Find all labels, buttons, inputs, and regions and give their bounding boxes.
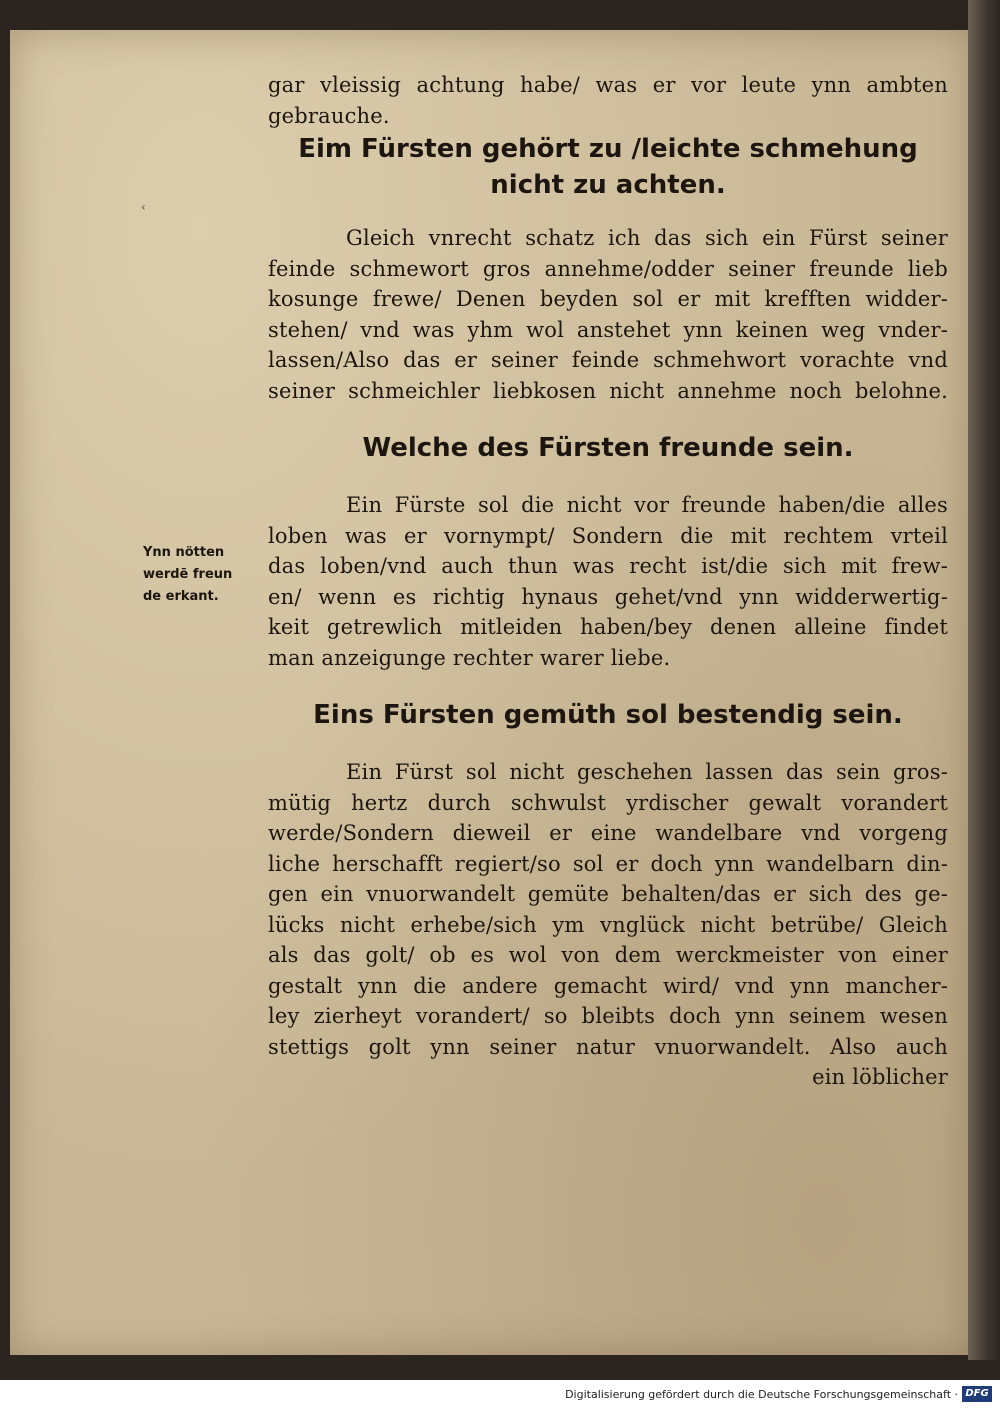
text-line: mütig hertz durch schwulst yrdischer gewalt vorandert <box>268 790 948 815</box>
margin-note <box>143 542 269 608</box>
text-line: gen ein vnuorwandelt gemüte behalten/das er sich des ge- <box>268 882 948 906</box>
section-heading: Eim Fürsten gehört zu /leichte schmehung <box>298 134 918 164</box>
text-line: en/ wenn es richtig hynaus gehet/vnd ynn widderwertig- <box>268 584 948 609</box>
spacer <box>268 673 948 697</box>
text-line: stettigs golt ynn seiner natur vnuorwandelt. Also auch <box>268 1034 948 1059</box>
dfg-logo: DFG <box>962 1386 992 1402</box>
text-line: ein löblicher <box>812 1065 948 1089</box>
text-line: stehen/ vnd was yhm wol anstehet ynn keinen weg vnder- <box>268 317 948 342</box>
text-line: das loben/vnd auch thun was recht ist/die sich mit frew- <box>268 554 948 578</box>
margin-note-line: werdē freun <box>143 567 233 582</box>
stray-mark: ‹ <box>141 200 146 214</box>
spacer <box>268 466 948 490</box>
text-line: lassen/Also das er seiner feinde schmehwort vorachte vnd <box>268 348 948 372</box>
text-line: gar vleissig achtung habe/ was er vor leute ynn ambten <box>268 73 948 97</box>
text-line: liche herschafft regiert/so sol er doch ynn wandelbarn din- <box>268 851 948 876</box>
text-line: man anzeigunge rechter warer liebe. <box>268 645 671 670</box>
text-line: werde/Sondern dieweil er eine wandelbare vnd vorgeng <box>268 821 948 845</box>
page-edge-shadow <box>968 0 1000 1360</box>
footer-bar <box>0 1380 1000 1410</box>
main-text-block <box>268 70 948 1093</box>
text-line: lücks nicht erhebe/sich ym vnglück nicht betrübe/ Gleich <box>268 912 948 937</box>
margin-note-line: Ynn nötten <box>143 545 225 560</box>
text-line: seiner schmeichler liebkosen nicht annehme noch belohne. <box>268 378 948 403</box>
text-line: gestalt ynn die andere gemacht wird/ vnd ynn mancher- <box>268 973 948 998</box>
margin-note-line: de erkant. <box>143 589 219 604</box>
spacer <box>268 733 948 757</box>
text-line: loben was er vornympt/ Sondern die mit rechtem vrteil <box>268 523 948 548</box>
text-line: keit getrewlich mitleiden haben/bey denen alleine findet <box>268 615 948 639</box>
text-line: ley zierheyt vorandert/ so bleibts doch ynn seinem wesen <box>268 1004 948 1028</box>
text-line: Ein Fürst sol nicht geschehen lassen das sein gros- <box>346 760 948 784</box>
text-line: gebrauche. <box>268 103 390 128</box>
footer-credit: Digitalisierung gefördert durch die Deutsche Forschungsgemeinschaft · <box>565 1388 958 1401</box>
text-line: Ein Fürste sol die nicht vor freunde haben/die alles <box>346 493 948 517</box>
section-heading: Welche des Fürsten freunde sein. <box>362 433 854 463</box>
text-line: Gleich vnrecht schatz ich das sich ein Fürst seiner <box>346 226 948 250</box>
spacer <box>268 406 948 430</box>
text-line: als das golt/ ob es wol von dem werckmeister von einer <box>268 943 948 967</box>
text-line: feinde schmewort gros annehme/odder seiner freunde lieb <box>268 256 948 281</box>
section-heading: nicht zu achten. <box>490 170 726 200</box>
section-heading: Eins Fürsten gemüth sol bestendig sein. <box>313 700 903 730</box>
text-line: kosunge frewe/ Denen beyden sol er mit krefften widder- <box>268 287 948 311</box>
spacer <box>268 203 948 223</box>
